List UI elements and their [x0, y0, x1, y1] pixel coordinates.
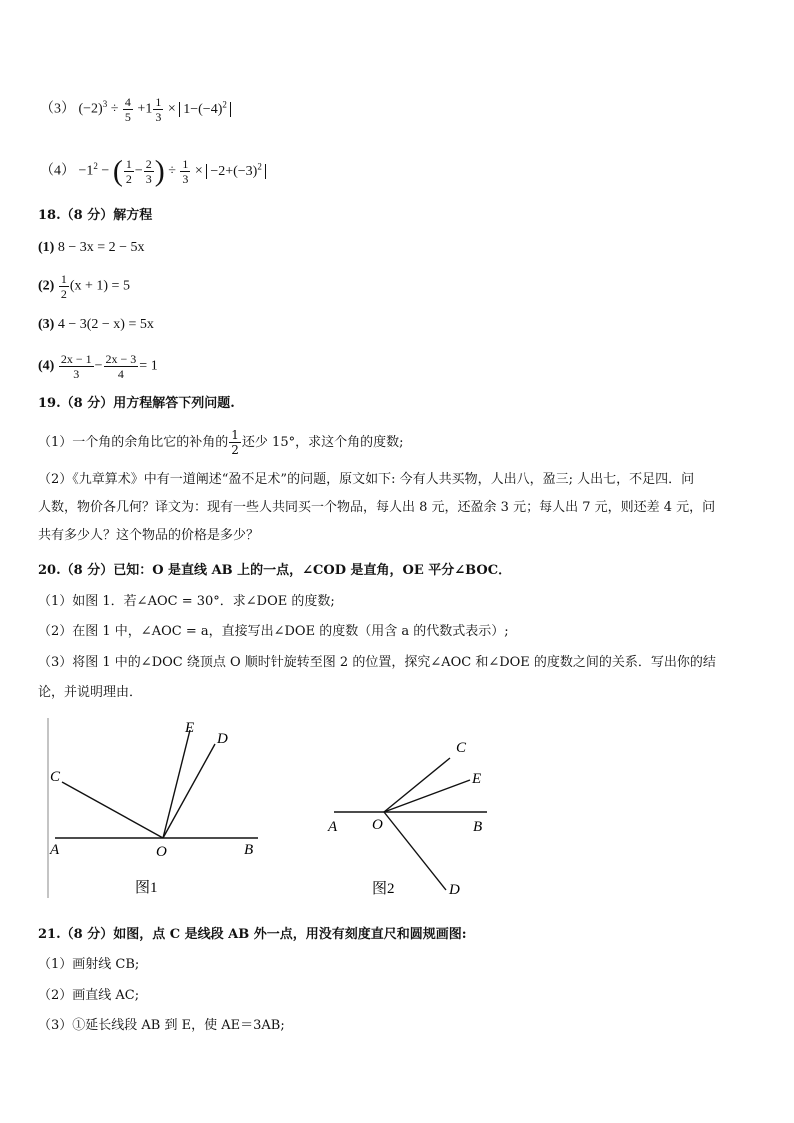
fraction: $\frac{1}{2}$ [231, 428, 239, 457]
figure-1-caption: 图1 [135, 880, 158, 896]
label-e: E [185, 720, 195, 736]
ray-oe [163, 730, 190, 838]
ray-oc [62, 782, 163, 838]
figure-2 [322, 730, 502, 900]
label-b: B [473, 819, 483, 835]
q20-part3-line2: 论，并说明理由． [38, 685, 143, 700]
fraction: $\frac{1}{3}$ [182, 156, 189, 186]
q18-part2: (2) $\frac{1}{2}$ (x + 1) = 5 [38, 272, 130, 301]
q21-part3: （3）①延长线段 AB 到 E，使 AE＝3AB; [38, 1018, 285, 1033]
q18-part4: (4) $\frac{2x - 1}{3}$ − $\frac{2x - 3}{4}$ = 1 [38, 352, 158, 381]
q20-part1: （1）如图 1．若∠AOC = 30°．求∠DOE 的度数; [38, 594, 335, 609]
q18-part1: (1) 8 − 3x = 2 − 5x [38, 240, 145, 255]
fraction: $\frac{1}{2}$ [60, 272, 67, 301]
fraction: $\frac{2}{3}$ [145, 156, 152, 186]
figure-2-caption: 图2 [372, 881, 395, 897]
label-o: O [156, 844, 167, 860]
q19-title: 19.（8 分）用方程解答下列问题. [38, 396, 235, 411]
q17-part3: （3） $(-2)^3$ ÷ $\frac{4}{5}$ +1 $\frac{1}{3}$ × $1-(-4)^2$ [40, 94, 231, 124]
square-bracket: $-2+(-3)^2$ [206, 164, 266, 179]
q20-part2: （2）在图 1 中，∠AOC = a，直接写出∠DOE 的度数（用含 a 的代数式表示）; [38, 624, 509, 639]
label-e: E [472, 771, 482, 787]
right-paren: ) [154, 154, 165, 188]
label-b: B [244, 842, 254, 858]
q17-part4: $(4) -1^2$ − ( $\frac{1}{2}$ − $\frac{2}{3}$ ) ÷ $\frac{1}{3}$ × $-2+(-3)^2$ [40, 156, 266, 186]
label-a: A [328, 819, 338, 835]
q18-part3: (3) 4 − 3(2 − x) = 5x [38, 317, 154, 332]
q19-part2-line2: 人数，物价各几何？译文为：现有一些人共同买一个物品，每人出 8 元，还盈余 3 元；每人出 7 元，则还差 4 元，问 [38, 500, 716, 515]
absolute-value: $1-(-4)^2$ [179, 102, 231, 117]
q18-title: 18.（8 分）解方程 [38, 208, 153, 223]
fraction: $\frac{1}{2}$ [125, 156, 132, 186]
q19-part1: （1）一个角的余角比它的补角的 $\frac{1}{2}$ 还少 15°，求这个角的度数; [38, 428, 404, 457]
q20-part3-line1: （3）将图 1 中的∠DOC 绕顶点 O 顺时针旋转至图 2 的位置，探究∠AOC 和∠DOE 的度数之间的关系．写出你的结 [38, 655, 716, 670]
fraction: $\frac{2x - 1}{3}$ [60, 352, 92, 381]
q20-title: 20.（8 分）已知：O 是直线 AB 上的一点，∠COD 是直角，OE 平分∠BOC． [38, 563, 512, 578]
left-paren: ( [112, 154, 123, 188]
q19-part2-line3: 共有多少人？这个物品的价格是多少？ [38, 528, 260, 543]
label-o: O [372, 817, 383, 833]
fraction: $\frac{4}{5}$ [124, 94, 131, 124]
part-label: （4） [40, 163, 75, 179]
fraction: $\frac{1}{3}$ [155, 94, 162, 124]
ray-oe [384, 780, 470, 812]
ray-od [384, 812, 446, 890]
label-c: C [50, 769, 61, 785]
label-a: A [50, 842, 60, 858]
label-d: D [217, 731, 228, 747]
ray-oc [384, 758, 450, 812]
ray-od [163, 744, 215, 838]
q21-part1: （1）画射线 CB; [38, 957, 140, 972]
q19-part2-line1: （2）《九章算术》中有一道阐述“盈不足术”的问题，原文如下: 今有人共买物，人出八，盈三; 人出七，不足四．问 [38, 472, 695, 487]
q21-title: 21.（8 分）如图，点 C 是线段 AB 外一点，用没有刻度直尺和圆规画图: [38, 927, 467, 942]
fraction: $\frac{2x - 3}{4}$ [105, 352, 137, 381]
figure-1 [40, 710, 280, 902]
label-c: C [456, 740, 467, 756]
part-label: （3） [40, 101, 75, 117]
label-d: D [449, 882, 460, 898]
q21-part2: （2）画直线 AC; [38, 988, 140, 1003]
